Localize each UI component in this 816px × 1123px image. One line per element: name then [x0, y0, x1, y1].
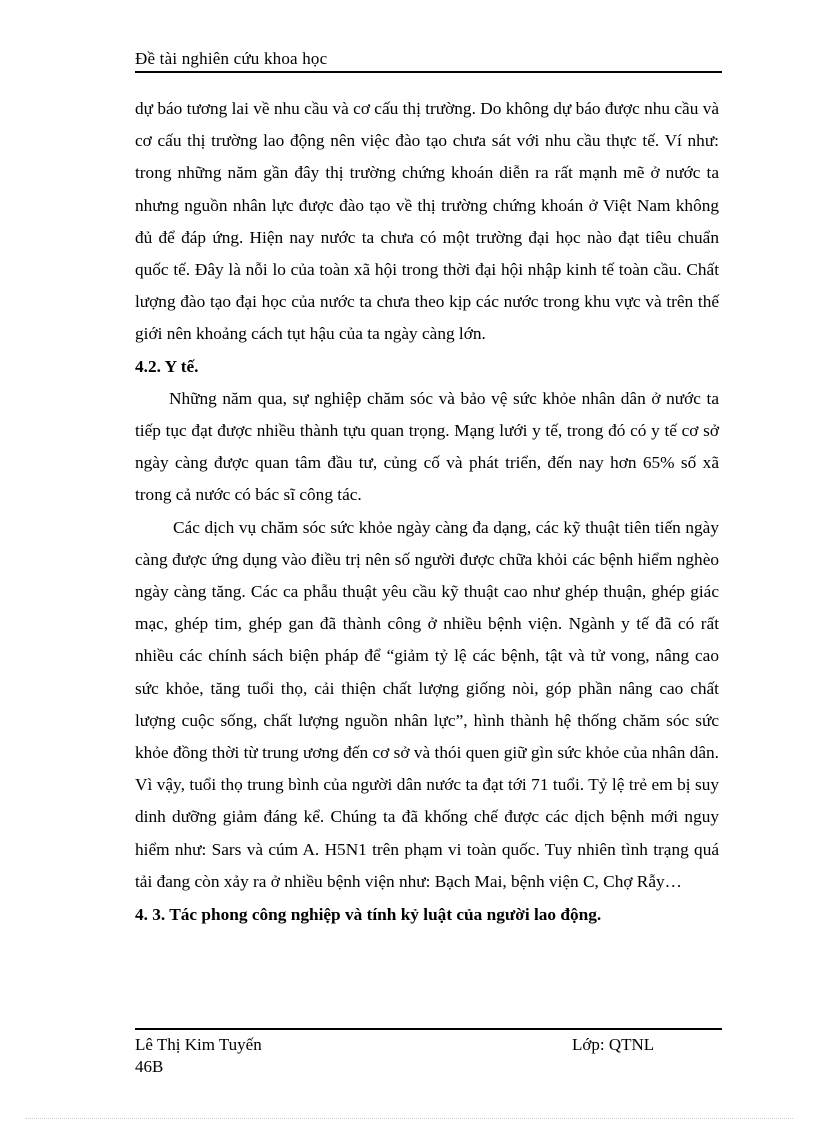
- footer-divider: [135, 1028, 722, 1030]
- paragraph-health-1: Những năm qua, sự nghiệp chăm sóc và bảo vệ sức khỏe nhân dân ở nước ta tiếp tục đạt được nhiều thành tựu quan trọng. Mạng lưới y tế, trong đó có y tế cơ sở ngày càng được quan tâm đầu tư, củng cố và phát triển, đến nay hơn 65% số xã trong cả nước có bác sĩ công tác.: [135, 388, 719, 505]
- page-body: [135, 93, 719, 931]
- page-header-title: Đề tài nghiên cứu khoa học: [135, 49, 328, 68]
- paragraph-health-2: Các dịch vụ chăm sóc sức khỏe ngày càng đa dạng, các kỹ thuật tiên tiến ngày càng được ứng dụng vào điều trị nên số người được chữa khỏi các bệnh hiểm nghèo ngày càng tăng. Các ca phẫu thuật yêu cầu kỹ thuật cao như ghép thuận, ghép giác mạc, ghép tim, ghép gan đã thành công ở nhiều bệnh viện. Ngành y tế đã có rất nhiều các chính sách biện pháp để “giảm tỷ lệ các bệnh, tật và tử vong, nâng cao sức khỏe, tăng tuổi thọ, cải thiện chất lượng giống nòi, góp phần nâng cao chất lượng cuộc sống, chất lượng nguồn nhân lực”, hình thành hệ thống chăm sóc sức khỏe đồng thời từ trung ương đến cơ sở và thói quen giữ gìn sức khỏe của nhân dân. Vì vậy, tuổi thọ trung bình của người dân nước ta đạt tới 71 tuổi. Tỷ lệ trẻ em bị suy dinh dưỡng giảm đáng kể. Chúng ta đã khống chế được các dịch bệnh mới nguy hiểm như: Sars và cúm A. H5N1 trên phạm vi toàn quốc. Tuy nhiên tình trạng quá tải đang còn xảy ra ở nhiều bệnh viện như: Bạch Mai, bệnh viện C, Chợ Rẫy…: [135, 517, 719, 891]
- footer-class-label: Lớp: QTNL: [572, 1035, 655, 1054]
- page-edge-divider: [25, 1118, 793, 1119]
- footer-author: Lê Thị Kim Tuyến: [135, 1035, 262, 1054]
- footer-cohort: 46B: [135, 1057, 164, 1076]
- section-heading-discipline: 4. 3. Tác phong công nghiệp và tính kỷ luật của người lao động.: [135, 905, 602, 925]
- section-heading-health: 4.2. Y tế.: [135, 356, 199, 376]
- paragraph-continued: dự báo tương lai về nhu cầu và cơ cấu thị trường. Do không dự báo được nhu cầu và cơ cấu thị trường lao động nên việc đào tạo chưa sát với nhu cầu thực tế. Ví như: trong những năm gần đây thị trường chứng khoán diễn ra rất mạnh mẽ ở nước ta nhưng nguồn nhân lực được đào tạo về thị trường chứng khoán ở Việt Nam không đủ để đáp ứng. Hiện nay nước ta chưa có một trường đại học nào đạt tiêu chuẩn quốc tế. Đây là nỗi lo của toàn xã hội trong thời đại hội nhập kinh tế toàn cầu. Chất lượng đào tạo đại học của nước ta chưa theo kịp các nước trong khu vực và trên thế giới nên khoảng cách tụt hậu của ta ngày càng lớn.: [135, 99, 719, 344]
- header-divider: [135, 71, 722, 73]
